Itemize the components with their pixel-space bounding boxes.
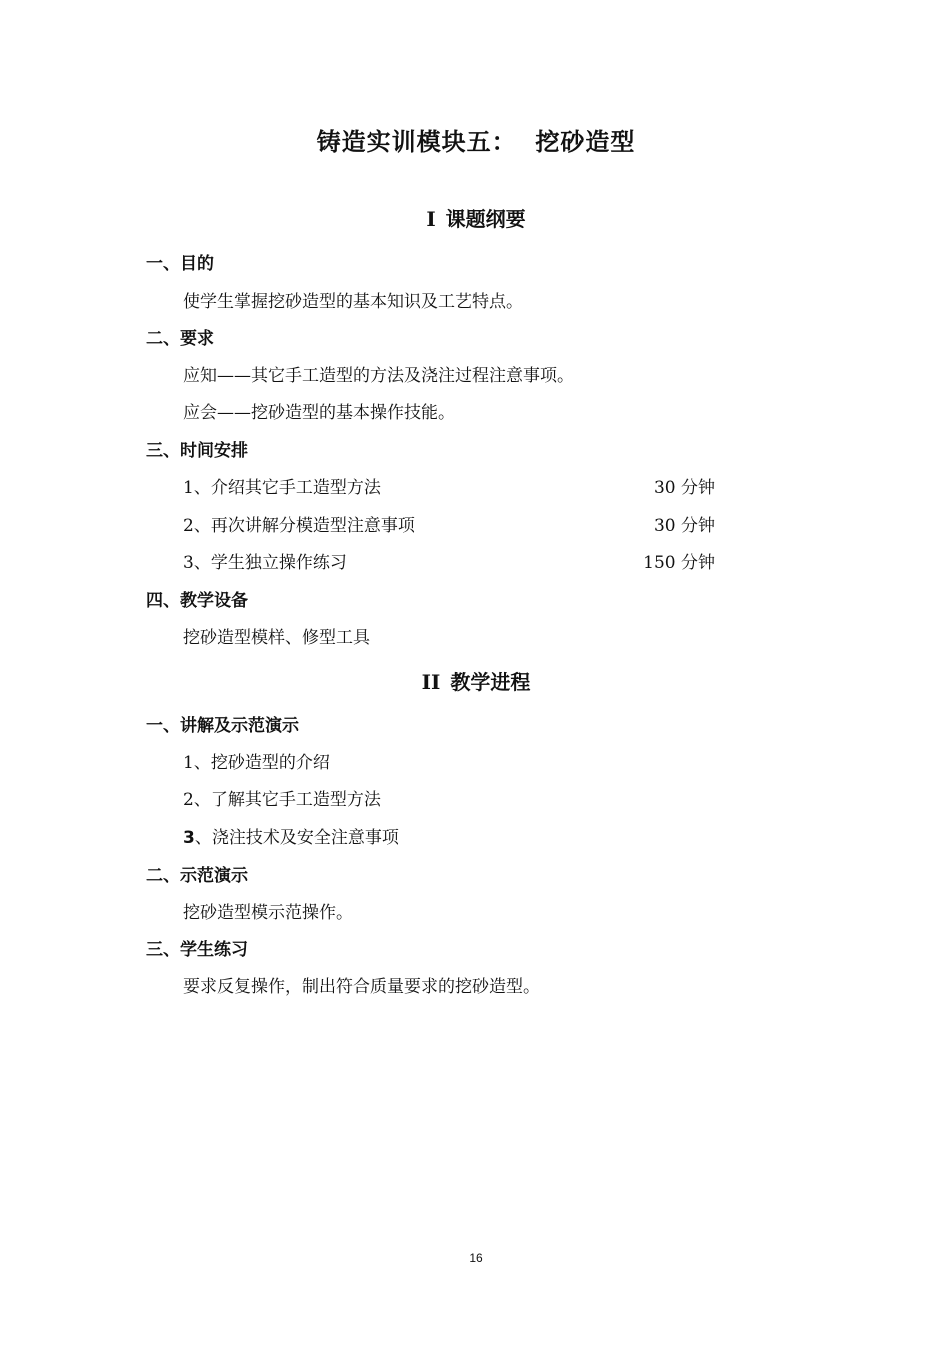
goal-text: 使学生掌握挖砂造型的基本知识及工艺特点。 (183, 292, 523, 312)
schedule-item: 3、学生独立操作练习 (183, 553, 347, 573)
demo-heading: 二、示范演示 (146, 866, 248, 886)
schedule-item: 2、再次讲解分模造型注意事项 (183, 516, 415, 536)
part2-roman: II (421, 670, 441, 694)
schedule-heading: 三、时间安排 (146, 441, 248, 461)
schedule-time: 30 分钟 (653, 516, 715, 536)
schedule-row (183, 511, 715, 536)
lecture-item-1: 1、挖砂造型的介绍 (183, 753, 330, 773)
schedule-time: 150 分钟 (643, 553, 715, 573)
schedule-row (183, 548, 715, 573)
lecture-item-3-text: 、浇注技术及安全注意事项 (194, 828, 399, 848)
practice-text: 要求反复操作，制出符合质量要求的挖砂造型。 (183, 977, 540, 997)
requirement-line-1: 应知——其它手工造型的方法及浇注过程注意事项。 (183, 366, 574, 386)
goal-heading: 一、目的 (146, 254, 214, 274)
part1-heading-text: 课题纲要 (445, 207, 526, 231)
lecture-item-2: 2、了解其它手工造型方法 (183, 790, 381, 810)
schedule-row (183, 473, 715, 498)
part2-heading (0, 666, 952, 695)
lecture-item-3 (183, 823, 399, 848)
lecture-heading: 一、讲解及示范演示 (146, 716, 299, 736)
page-number: 16 (469, 1251, 483, 1265)
demo-text: 挖砂造型模示范操作。 (183, 903, 353, 923)
equipment-heading: 四、教学设备 (146, 591, 248, 611)
part1-heading (0, 203, 952, 232)
schedule-item: 1、介绍其它手工造型方法 (183, 478, 381, 498)
schedule-time: 30 分钟 (653, 478, 715, 498)
part1-roman: I (426, 207, 436, 231)
lecture-item-3-number: 3 (183, 828, 195, 848)
requirements-heading: 二、要求 (146, 329, 214, 349)
document-title: 铸造实训模块五： 挖砂造型 (316, 128, 636, 156)
practice-heading: 三、学生练习 (146, 940, 248, 960)
equipment-text: 挖砂造型模样、修型工具 (183, 628, 370, 648)
requirement-line-2: 应会——挖砂造型的基本操作技能。 (183, 403, 455, 423)
part2-heading-text: 教学进程 (450, 670, 531, 694)
